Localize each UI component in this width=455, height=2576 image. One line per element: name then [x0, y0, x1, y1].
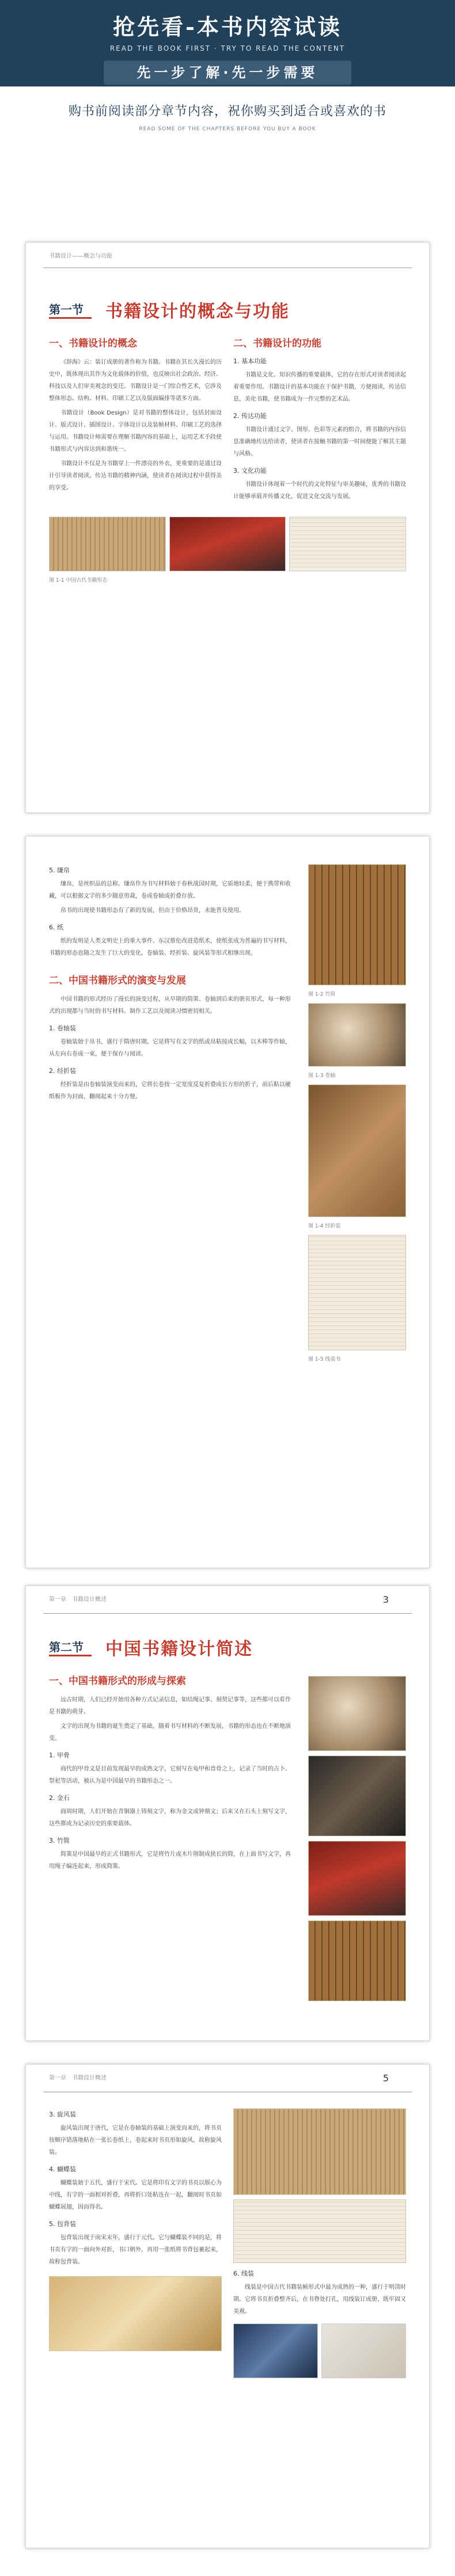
book-photo	[169, 517, 286, 571]
running-head-text: 第一章 书籍设计概述	[49, 1596, 107, 1603]
left-column	[49, 322, 222, 505]
subheading: 二、书籍设计的功能	[233, 338, 321, 349]
accordion-book-photo	[308, 1084, 406, 1217]
section-heading	[49, 297, 406, 322]
minor-heading: 1. 基本功能	[233, 357, 267, 365]
two-columns	[26, 322, 429, 505]
thread-bound-book-photo	[321, 2323, 406, 2378]
image-caption: 图 1-5 线装书	[308, 1357, 341, 1362]
running-head	[43, 2065, 412, 2092]
paragraph: 文字的出现为书籍的诞生奠定了基础，随着书写材料的不断发展，书籍的形态也在不断地演变。	[49, 1723, 291, 1742]
image-caption: 图 1-2 竹简	[308, 992, 336, 997]
subheading: 一、书籍设计的概念	[49, 338, 137, 349]
scroll-photo	[308, 1003, 406, 1067]
paragraph: 简策是中国最早的正式书籍形式，它是将竹片或木片削制成狭长的简，在上面书写文字，再用绳子编连起来，形成简策。	[49, 1851, 291, 1870]
paragraph: 商代的甲骨文是目前发现最早的成熟文字，它刻写在龟甲和兽骨之上，记录了当时的占卜、祭祀等活动，被认为是中国最早的书籍形态之一。	[49, 1766, 291, 1784]
paragraph: 包背装出现于南宋末年，盛行于元代。它与蝴蝶装不同的是，将书页有字的一面向外对折，书口朝外，再用一张纸将书背包裹起来，故称包背装。	[49, 2235, 222, 2265]
image-strip	[233, 2323, 406, 2378]
section-title: 书籍设计的概念与功能	[105, 302, 290, 322]
minor-heading: 1. 甲骨	[49, 1752, 70, 1759]
minor-heading: 5. 包背装	[49, 2220, 76, 2228]
paragraph: 旋风装出现于唐代，它是在卷轴装的基础上演变而来的，将书页按顺序错落地粘在一张长卷纸上，卷起来时书页形如旋风，故称旋风装。	[49, 2125, 222, 2156]
banner-step-bar: 先一步了解·先一步需要	[104, 61, 351, 85]
two-columns	[26, 2092, 429, 2378]
thread-bound-book-photo	[308, 1235, 406, 1350]
left-column	[49, 2104, 222, 2378]
paragraph: 线装是中国古代书籍装帧形式中最为成熟的一种，盛行于明清时期。它将书页折叠整齐后，在书脊处打孔，用线装订成册，既牢固又美观。	[233, 2284, 406, 2315]
paragraph: 书籍设计不仅是为书籍穿上一件漂亮的外衣，更重要的是通过设计引导读者阅读，传达书籍的精神内涵，使读者在阅读过程中获得美的享受。	[49, 461, 222, 491]
page-number: 5	[382, 2073, 389, 2084]
minor-heading: 5. 缣帛	[49, 867, 70, 874]
subheading: 一、中国书籍形式的形成与探索	[49, 1675, 186, 1687]
image-strip	[26, 517, 429, 571]
running-head-text: 第一章 书籍设计概述	[49, 2075, 107, 2081]
minor-heading: 3. 竹简	[49, 1837, 70, 1844]
text-column	[49, 1660, 291, 2006]
banner-title: 抢先看-本书内容试读	[113, 14, 342, 40]
book-photo	[49, 517, 166, 571]
bronze-inscription-photo	[308, 1756, 406, 1836]
paragraph: 帛书的出现使书籍形态有了新的发展，但由于价格昂贵，未能普及使用。	[60, 907, 245, 914]
minor-heading: 2. 经折装	[49, 1067, 76, 1075]
paragraph: 缣帛，是丝织品的总称。缣帛作为书写材料始于春秋战国时期，它质地轻柔，便于携带和收藏，可以根据文字的多少随意剪裁，卷成卷轴或折叠存放。	[49, 881, 291, 899]
paragraph: 远古时期，人们已经开始用各种方式记录信息，如结绳记事、刻契记事等，这些都可以看作是书籍的萌芽。	[49, 1697, 291, 1715]
image-column	[308, 1660, 406, 2006]
minor-heading: 6. 纸	[49, 924, 63, 931]
whirlwind-binding-photo	[233, 2108, 406, 2195]
paragraph: 纸的发明是人类文明史上的重大事件。东汉蔡伦改进造纸术，使纸张成为普遍的书写材料，书籍的形态也随之发生了巨大的变化，卷轴装、经折装、旋风装等形式相继出现。	[49, 938, 291, 956]
book-page-1	[25, 242, 430, 813]
image-caption: 图 1-1 中国古代书籍形态	[49, 578, 108, 583]
section-heading	[49, 1635, 406, 1660]
banner-subtitle: READ THE BOOK FIRST · TRY TO READ THE CONTENT	[109, 44, 346, 52]
paragraph: 经折装是由卷轴装演变而来的，它将长卷按一定宽度反复折叠成长方形的折子，前后粘以硬纸板作为封面，翻阅起来十分方便。	[49, 1082, 291, 1100]
running-head-text: 书籍设计——概念与功能	[49, 253, 112, 259]
butterfly-binding-photo	[49, 2276, 222, 2351]
paragraph: 商周时期，人们开始在青铜器上铸刻文字，称为金文或钟鼎文；后来又在石头上刻写文字，这些都成为记录历史的重要载体。	[49, 1809, 291, 1827]
header-banner	[0, 0, 455, 86]
open-book-photo	[233, 2200, 406, 2263]
paragraph: 《辞海》云：装订成册的著作称为书籍。书籍在其长久漫长的历史中，既体现出其作为文化载体的价值，也反映出社会政治、经济、科技以及人们审美观念的变迁。书籍设计是一门综合性艺术，它涉及整体形态、结构、材料、印刷工艺以及版面编排等诸多方面。	[49, 359, 222, 402]
running-head	[43, 1586, 412, 1614]
section-title: 中国书籍设计简述	[105, 1639, 253, 1659]
intro-block	[0, 86, 455, 161]
thread-bound-book-photo	[233, 2323, 318, 2378]
page-number: 3	[382, 1594, 389, 1605]
minor-heading: 2. 传达功能	[233, 412, 267, 420]
image-caption: 图 1-4 经折装	[308, 1223, 341, 1229]
right-column	[233, 2104, 406, 2378]
section-label: 第二节	[49, 1638, 92, 1656]
two-columns	[26, 1660, 429, 2006]
bamboo-slips-photo	[308, 1920, 406, 2001]
intro-text: 购书前阅读部分章节内容，祝你购买到适合或喜欢的书	[68, 104, 386, 119]
minor-heading: 1. 卷轴装	[49, 1025, 76, 1032]
paragraph: 书籍是文化、知识传播的重要载体，它的存在形式对读者阅读起着重要作用。书籍设计的基本功能在于保护书籍，方便阅读，传达信息，美化书籍，使书籍成为一件完整的艺术品。	[233, 372, 406, 402]
minor-heading: 4. 蝴蝶装	[49, 2166, 76, 2173]
text-column	[49, 860, 291, 1368]
minor-heading: 3. 文化功能	[233, 467, 267, 474]
paragraph: 书籍设计通过文字、图形、色彩等元素的组合，将书籍的内容信息准确地传达给读者，使读者在接触书籍的第一时间便能了解其主题与风格。	[233, 427, 406, 457]
bamboo-slips-photo	[308, 864, 406, 985]
book-page-3	[25, 1585, 430, 2041]
two-columns	[26, 837, 429, 1368]
minor-heading: 6. 线装	[233, 2270, 254, 2277]
stone-rubbing-photo	[308, 1841, 406, 1916]
minor-heading: 3. 旋风装	[49, 2111, 76, 2118]
paragraph: 中国书籍的形式经历了漫长的演变过程，从早期的简策、卷轴到后来的册页形式，每一种形式的出现都与当时的书写材料、制作工艺以及阅读习惯密切相关。	[49, 996, 291, 1015]
book-photo	[289, 517, 406, 571]
image-column	[308, 860, 406, 1368]
section-label: 第一节	[49, 300, 92, 319]
running-head	[43, 243, 412, 268]
book-page-2	[25, 836, 430, 1568]
paragraph: 卷轴装始于帛书，盛行于隋唐时期。它是将写有文字的纸或帛粘接成长幅，以木棒等作轴，从左向右卷成一束，便于保存与阅读。	[49, 1039, 291, 1057]
paragraph: 书籍设计体现着一个时代的文化特征与审美趣味，优秀的书籍设计能够承载并传播文化，促进文化交流与发展。	[233, 481, 406, 500]
minor-heading: 2. 金石	[49, 1794, 70, 1802]
subheading: 二、中国书籍形式的演变与发展	[49, 975, 186, 986]
book-page-4	[25, 2064, 430, 2548]
paragraph: 蝴蝶装始于五代，盛行于宋代。它是将印有文字的书页以版心为中线，有字的一面相对折叠，再将折口处粘连在一起，翻阅时书页如蝴蝶展翅，因而得名。	[49, 2180, 222, 2210]
intro-text-en: READ SOME OF THE CHAPTERS BEFORE YOU BUY A BOOK	[139, 126, 316, 132]
paragraph: 书籍设计（Book Design）是对书籍的整体设计，包括封面设计、版式设计、插图设计、字体设计以及装帧材料、印刷工艺的选择与运用。书籍设计师需要在理解书籍内容的基础上，运用艺术手段使书籍形式与内容达到和谐统一。	[49, 410, 222, 453]
oracle-bone-photo	[308, 1676, 406, 1751]
image-caption: 图 1-3 卷轴	[308, 1073, 336, 1079]
right-column	[233, 322, 406, 505]
